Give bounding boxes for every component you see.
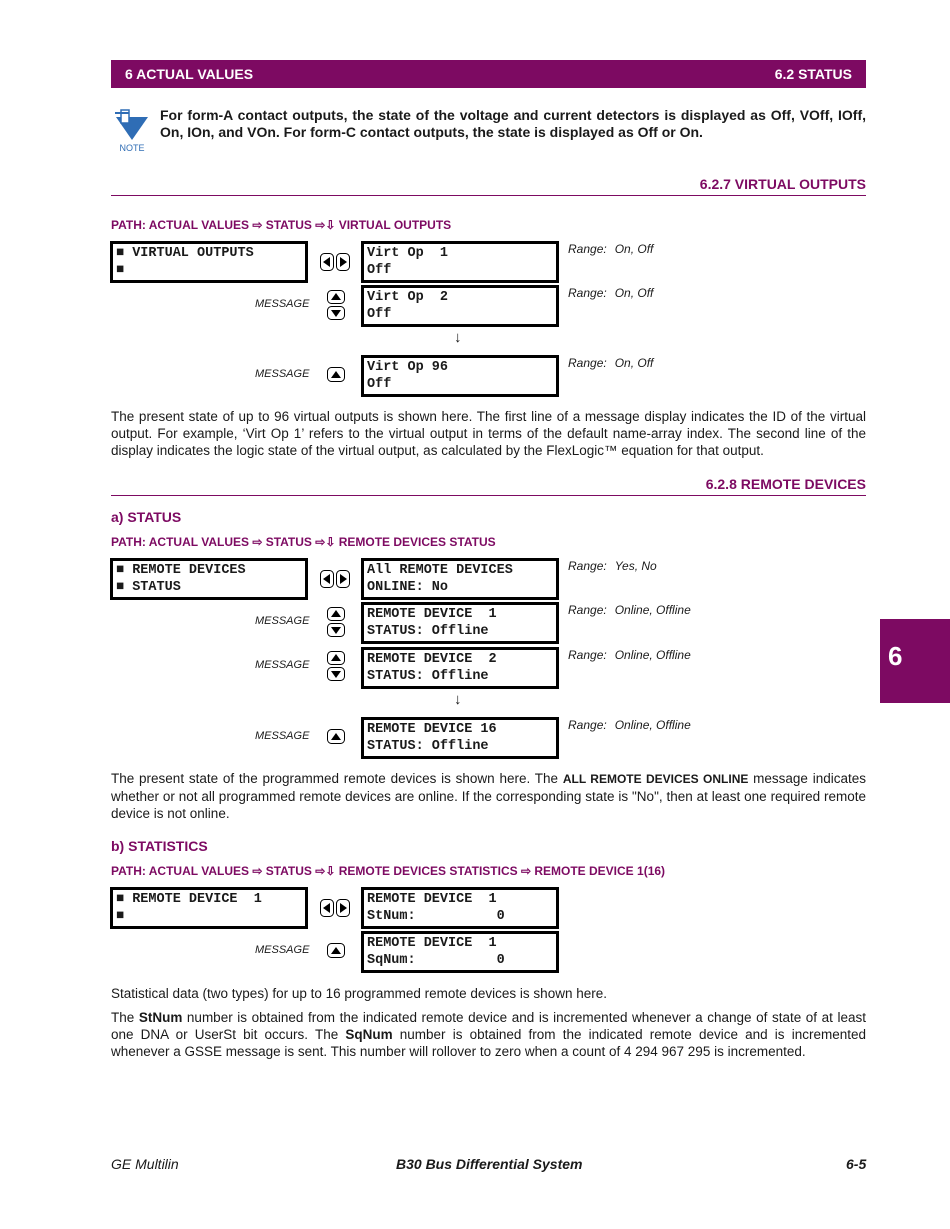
range-all-remote-devices: Range: Yes, No [568, 559, 657, 573]
lcd-menu-remote-device-1: ■ REMOTE DEVICE 1 ■ [110, 887, 308, 929]
continuation-arrow: ↓ [454, 691, 462, 708]
lcd-remote-device-1-status: REMOTE DEVICE 1 STATUS: Offline [361, 602, 559, 644]
path-remote-devices-status: PATH: ACTUAL VALUES ⇨ STATUS ⇨⇩ REMOTE DEVICES STATUS [111, 535, 496, 549]
message-label: MESSAGE [255, 944, 310, 956]
remote-devices-status-paragraph: The present state of the programmed remote devices is shown here. The ALL REMOTE DEVICES ONLINE message indicates whether or not all programmed remote devices are online. If the corresponding state is "No", then at least one required remote device is not online. [111, 771, 866, 821]
lcd-virt-op-96: Virt Op 96 Off [361, 355, 559, 397]
up-key-icon [327, 367, 345, 383]
lcd-remote-device-1-sqnum: REMOTE DEVICE 1 SqNum: 0 [361, 931, 559, 973]
up-key-icon [327, 943, 345, 959]
footer-page-number: 6-5 [846, 1156, 867, 1172]
section-heading-remote-devices: 6.2.8 REMOTE DEVICES [111, 476, 866, 496]
range-remote-device-1: Range: Online, Offline [568, 603, 691, 617]
lcd-remote-device-1-stnum: REMOTE DEVICE 1 StNum: 0 [361, 887, 559, 929]
up-down-keys-icon [327, 607, 345, 637]
message-label: MESSAGE [255, 730, 310, 742]
chapter-header-band [111, 60, 866, 88]
subsection-statistics-title: b) STATISTICS [111, 838, 208, 854]
left-right-keys-icon [320, 899, 350, 917]
message-label: MESSAGE [255, 298, 310, 310]
range-remote-device-16: Range: Online, Offline [568, 718, 691, 732]
chapter-title: 6 ACTUAL VALUES [125, 66, 254, 82]
message-label: MESSAGE [255, 368, 310, 380]
range-virt-op-1: Range: On, Off [568, 242, 654, 256]
statistics-paragraph-1: Statistical data (two types) for up to 16 programmed remote devices is shown here. [111, 986, 607, 1001]
lcd-remote-device-2-status: REMOTE DEVICE 2 STATUS: Offline [361, 647, 559, 689]
range-virt-op-2: Range: On, Off [568, 286, 654, 300]
range-remote-device-2: Range: Online, Offline [568, 648, 691, 662]
left-right-keys-icon [320, 253, 350, 271]
subsection-status-title: a) STATUS [111, 509, 182, 525]
virtual-outputs-paragraph: The present state of up to 96 virtual outputs is shown here. The first line of a message display indicates the ID of the virtual output. For example, ‘Virt Op 1’ refers to the virtual output in terms of the default name-array index. The second line of the display indicates the logic state of the virtual output, as calculated by the FlexLogic™ equation for that output. [111, 409, 866, 458]
chapter-side-tab: 6 [880, 619, 950, 703]
up-down-keys-icon [327, 651, 345, 681]
up-down-keys-icon [327, 290, 345, 320]
footer-company: GE Multilin [111, 1156, 179, 1172]
lcd-menu-remote-devices-status: ■ REMOTE DEVICES ■ STATUS [110, 558, 308, 600]
message-label: MESSAGE [255, 615, 310, 627]
note-text: For form-A contact outputs, the state of the voltage and current detectors is displayed as Off, VOff, IOff, On, IOn, and VOn. For form-C contact outputs, the state is displayed as Off or On. [160, 107, 866, 140]
path-remote-devices-statistics: PATH: ACTUAL VALUES ⇨ STATUS ⇨⇩ REMOTE DEVICES STATISTICS ⇨ REMOTE DEVICE 1(16) [111, 864, 666, 878]
section-title: 6.2 STATUS [774, 66, 852, 82]
note-icon [112, 108, 152, 154]
statistics-paragraph-2: The StNum number is obtained from the indicated remote device and is incremented whenever a change of state of at least one DNA or UserSt bit occurs. The SqNum number is obtained from the indicated remote device and is incremented whenever a GSSE message is sent. This number will rollover to zero when a count of 4 294 967 295 is incremented. [111, 1010, 866, 1059]
continuation-arrow: ↓ [454, 329, 462, 346]
message-label: MESSAGE [255, 659, 310, 671]
lcd-menu-virtual-outputs: ■ VIRTUAL OUTPUTS ■ [110, 241, 308, 283]
lcd-virt-op-2: Virt Op 2 Off [361, 285, 559, 327]
lcd-all-remote-devices-online: All REMOTE DEVICES ONLINE: No [361, 558, 559, 600]
range-virt-op-96: Range: On, Off [568, 356, 654, 370]
lcd-remote-device-16-status: REMOTE DEVICE 16 STATUS: Offline [361, 717, 559, 759]
lcd-virt-op-1: Virt Op 1 Off [361, 241, 559, 283]
footer-product: B30 Bus Differential System [396, 1156, 583, 1172]
up-key-icon [327, 729, 345, 745]
path-virtual-outputs: PATH: ACTUAL VALUES ⇨ STATUS ⇨⇩ VIRTUAL OUTPUTS [111, 218, 452, 232]
section-heading-virtual-outputs: 6.2.7 VIRTUAL OUTPUTS [111, 176, 866, 196]
note-icon-label: NOTE [119, 143, 145, 153]
left-right-keys-icon [320, 570, 350, 588]
